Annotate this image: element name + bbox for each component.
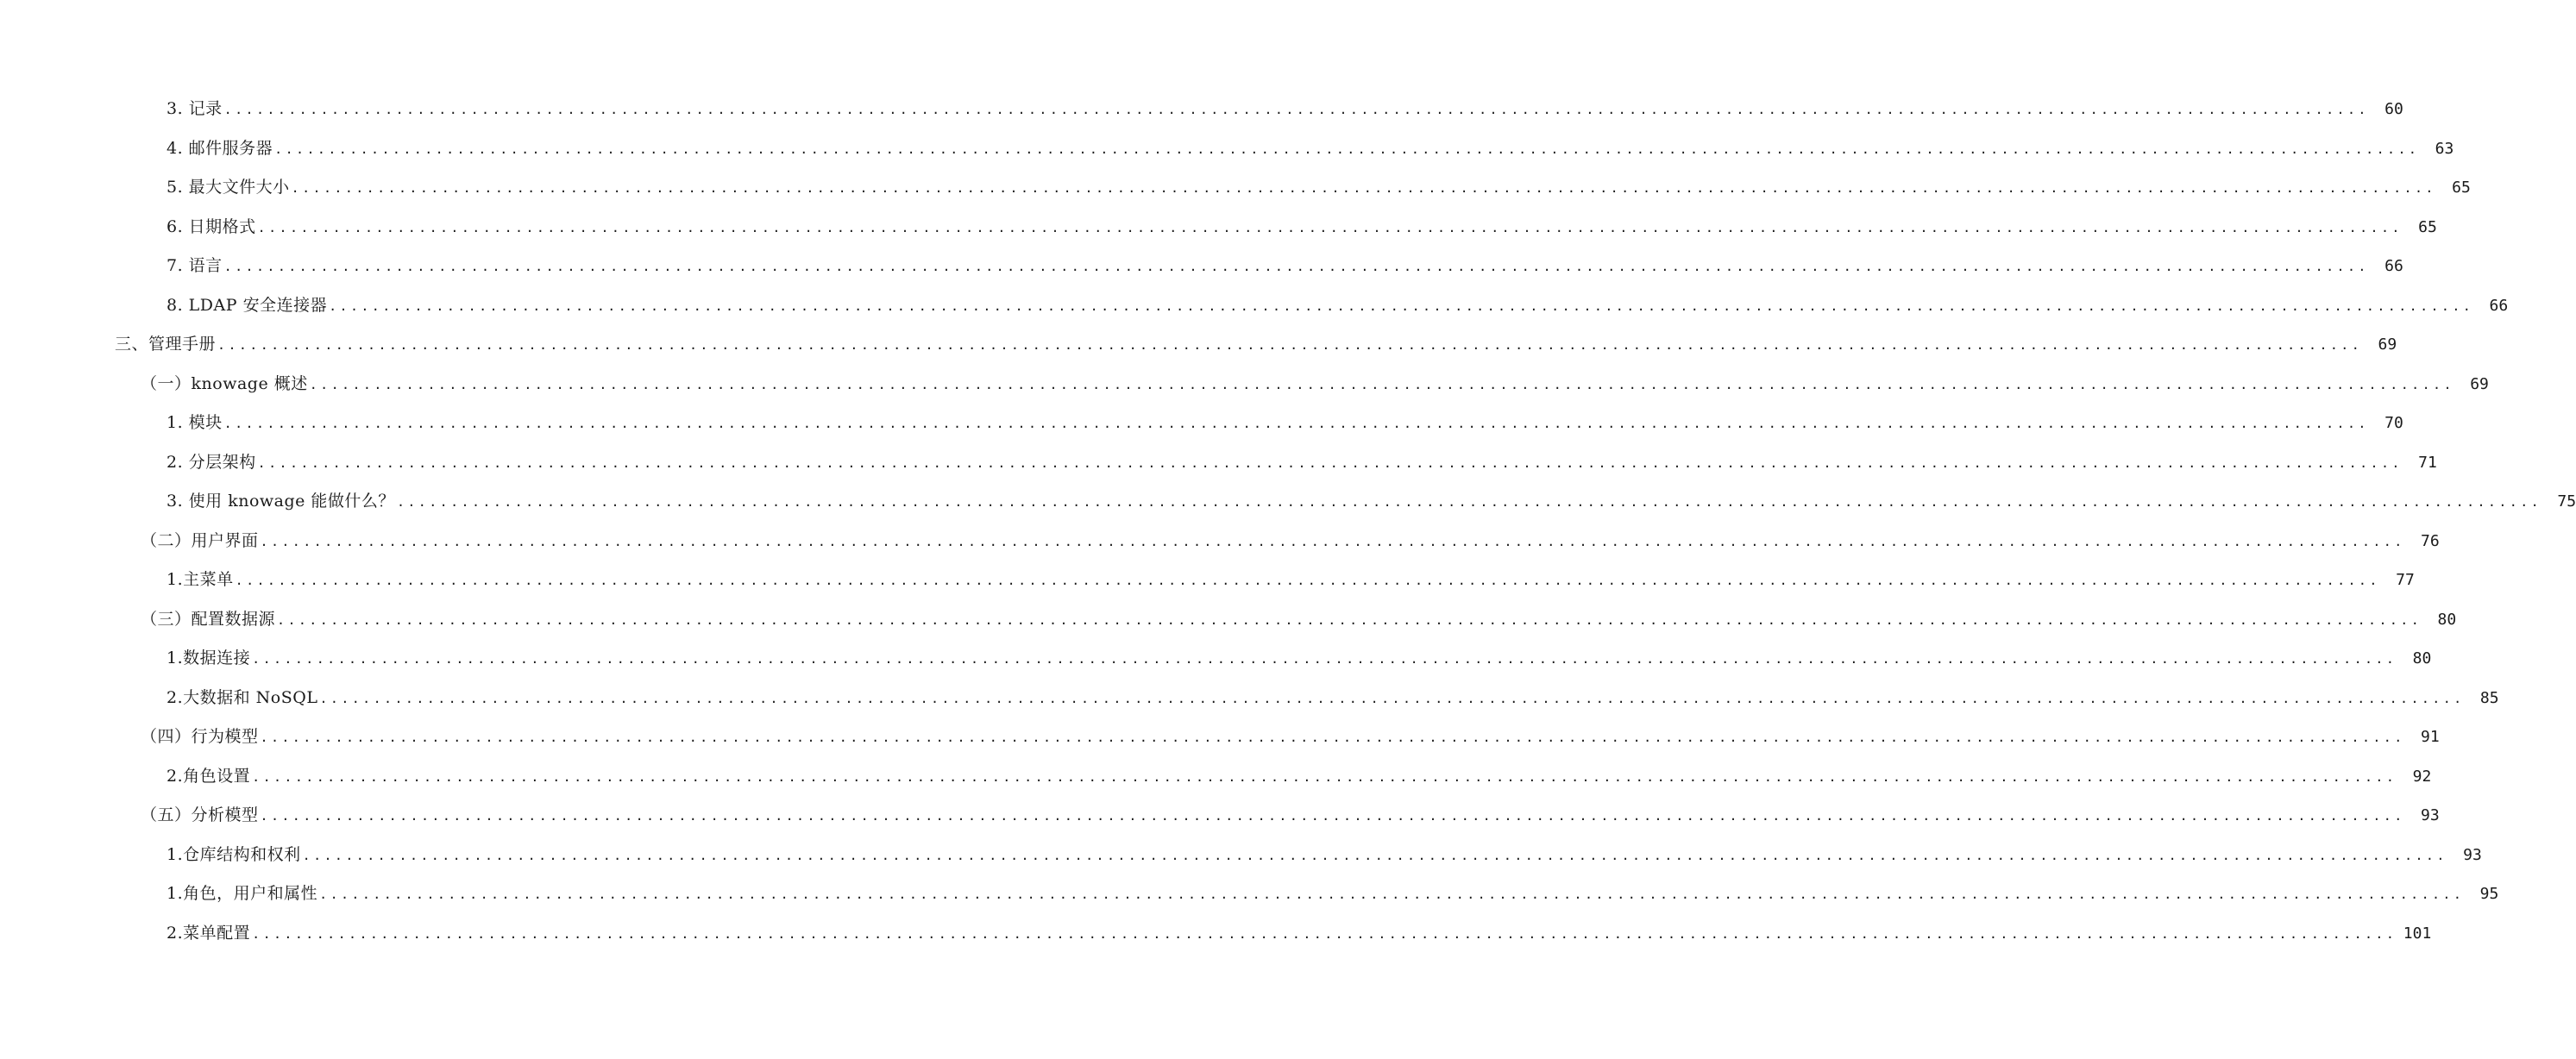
toc-entry-title: 1.角色，用户和属性 (166, 884, 318, 903)
toc-dot-leader: ........................................................................................................................................................................................................ (252, 651, 2397, 667)
toc-entry-title: （四）行为模型 (141, 727, 259, 746)
toc-entry-page-number: 76 (2420, 531, 2440, 550)
toc-entry-title: 1. 模块 (166, 413, 223, 432)
toc-entry-title: （三）配置数据源 (141, 609, 276, 629)
toc-entry-page-number: 69 (2470, 374, 2489, 393)
toc-entry[interactable] (0, 129, 2454, 169)
toc-dot-leader: ........................................................................................................................................................................................................ (223, 102, 2369, 117)
toc-entry-title: 2.大数据和 NoSQL (166, 687, 318, 707)
toc-dot-leader: ........................................................................................................................................................................................................ (291, 180, 2436, 196)
toc-entry-page-number: 93 (2463, 845, 2482, 864)
toc-entry[interactable] (0, 679, 2499, 718)
toc-entry[interactable] (0, 717, 2440, 757)
toc-entry-page-number: 66 (2489, 296, 2509, 315)
toc-entry[interactable] (0, 522, 2440, 561)
toc-entry-page-number: 101 (2403, 924, 2432, 943)
toc-entry[interactable] (0, 365, 2489, 404)
toc-entry[interactable] (0, 168, 2471, 208)
toc-entry[interactable] (0, 914, 2432, 954)
toc-entry-title: 4. 邮件服务器 (166, 138, 273, 158)
toc-entry[interactable] (0, 247, 2403, 286)
toc-dot-leader: ........................................................................................................................................................................................................ (223, 259, 2369, 274)
toc-entry[interactable] (0, 874, 2499, 914)
toc-entry-title: 2. 分层架构 (166, 452, 256, 472)
toc-entry-title: （五）分析模型 (141, 805, 259, 824)
toc-dot-leader: ........................................................................................................................................................................................................ (252, 768, 2397, 785)
toc-entry-title: 三、管理手册 (115, 335, 217, 354)
toc-entry-page-number: 92 (2412, 767, 2432, 786)
toc-entry-title: 7. 语言 (166, 256, 223, 275)
toc-dot-leader: ........................................................................................................................................................................................................ (260, 533, 2405, 549)
toc-entry-title: （一）knowage 概述 (141, 373, 308, 393)
toc-entry[interactable] (0, 482, 2576, 522)
toc-entry-title: 8. LDAP 安全连接器 (166, 295, 328, 315)
toc-entry-page-number: 69 (2378, 335, 2397, 354)
toc-dot-leader: ........................................................................................................................................................................................................ (223, 416, 2369, 431)
toc-dot-leader: ........................................................................................................................................................................................................ (217, 337, 2363, 353)
toc-dot-leader: ........................................................................................................................................................................................................ (396, 494, 2542, 510)
toc-entry-title: 3. 使用 knowage 能做什么？ (166, 492, 395, 511)
toc-dot-leader: ........................................................................................................................................................................................................ (260, 730, 2405, 745)
toc-entry-page-number: 65 (2418, 217, 2437, 236)
toc-entry-title: （二）用户界面 (141, 530, 259, 550)
toc-entry-page-number: 70 (2384, 414, 2403, 432)
toc-entry-title: 2.菜单配置 (166, 923, 251, 943)
toc-entry[interactable] (0, 443, 2437, 483)
toc-entry-title: 1.主菜单 (166, 570, 234, 589)
toc-entry-title: 1.数据连接 (166, 649, 251, 667)
toc-dot-leader: ........................................................................................................................................................................................................ (319, 887, 2465, 902)
toc-entry[interactable] (0, 757, 2432, 797)
toc-dot-leader: ........................................................................................................................................................................................................ (277, 611, 2422, 628)
toc-entry-page-number: 85 (2479, 688, 2499, 707)
toc-entry[interactable] (0, 404, 2403, 443)
toc-entry-title: 6. 日期格式 (166, 216, 256, 236)
toc-entry-title: 1.仓库结构和权利 (166, 844, 301, 864)
toc-entry-page-number: 60 (2384, 100, 2403, 118)
toc-entry-page-number: 93 (2420, 806, 2440, 824)
toc-entry-title: 2.角色设置 (166, 766, 251, 786)
toc-entry-page-number: 77 (2396, 571, 2415, 589)
toc-entry[interactable] (0, 639, 2432, 679)
toc-entry-page-number: 63 (2435, 139, 2454, 158)
toc-entry[interactable] (0, 836, 2482, 875)
toc-dot-leader: ........................................................................................................................................................................................................ (302, 847, 2447, 863)
toc-entry-page-number: 66 (2384, 257, 2403, 275)
toc-entry[interactable] (0, 325, 2397, 365)
toc-entry[interactable] (0, 90, 2403, 129)
toc-entry[interactable] (0, 561, 2415, 600)
toc-entry[interactable] (0, 208, 2437, 248)
toc-entry-page-number: 65 (2452, 179, 2471, 197)
toc-entry-page-number: 95 (2479, 885, 2499, 903)
toc-entry-page-number: 91 (2420, 728, 2440, 746)
toc-dot-leader: ........................................................................................................................................................................................................ (257, 219, 2403, 235)
toc-entry[interactable] (0, 600, 2457, 640)
toc-entry-page-number: 80 (2412, 649, 2432, 667)
table-of-contents (0, 90, 2576, 953)
toc-entry[interactable] (0, 286, 2509, 326)
toc-dot-leader: ........................................................................................................................................................................................................ (329, 298, 2474, 314)
toc-entry-page-number: 75 (2557, 492, 2576, 511)
toc-dot-leader: ........................................................................................................................................................................................................ (235, 573, 2380, 588)
toc-dot-leader: ........................................................................................................................................................................................................ (260, 808, 2405, 824)
toc-dot-leader: ........................................................................................................................................................................................................ (274, 141, 2420, 157)
toc-entry-title: 3. 记录 (166, 99, 223, 118)
toc-dot-leader: ........................................................................................................................................................................................................ (319, 690, 2465, 706)
toc-dot-leader: ........................................................................................................................................................................................................ (252, 925, 2397, 942)
toc-dot-leader: ........................................................................................................................................................................................................ (309, 376, 2454, 392)
toc-entry-page-number: 80 (2437, 610, 2457, 629)
toc-entry-page-number: 71 (2418, 453, 2437, 472)
toc-entry[interactable] (0, 796, 2440, 836)
toc-dot-leader: ........................................................................................................................................................................................................ (257, 454, 2403, 471)
toc-entry-title: 5. 最大文件大小 (166, 178, 290, 197)
